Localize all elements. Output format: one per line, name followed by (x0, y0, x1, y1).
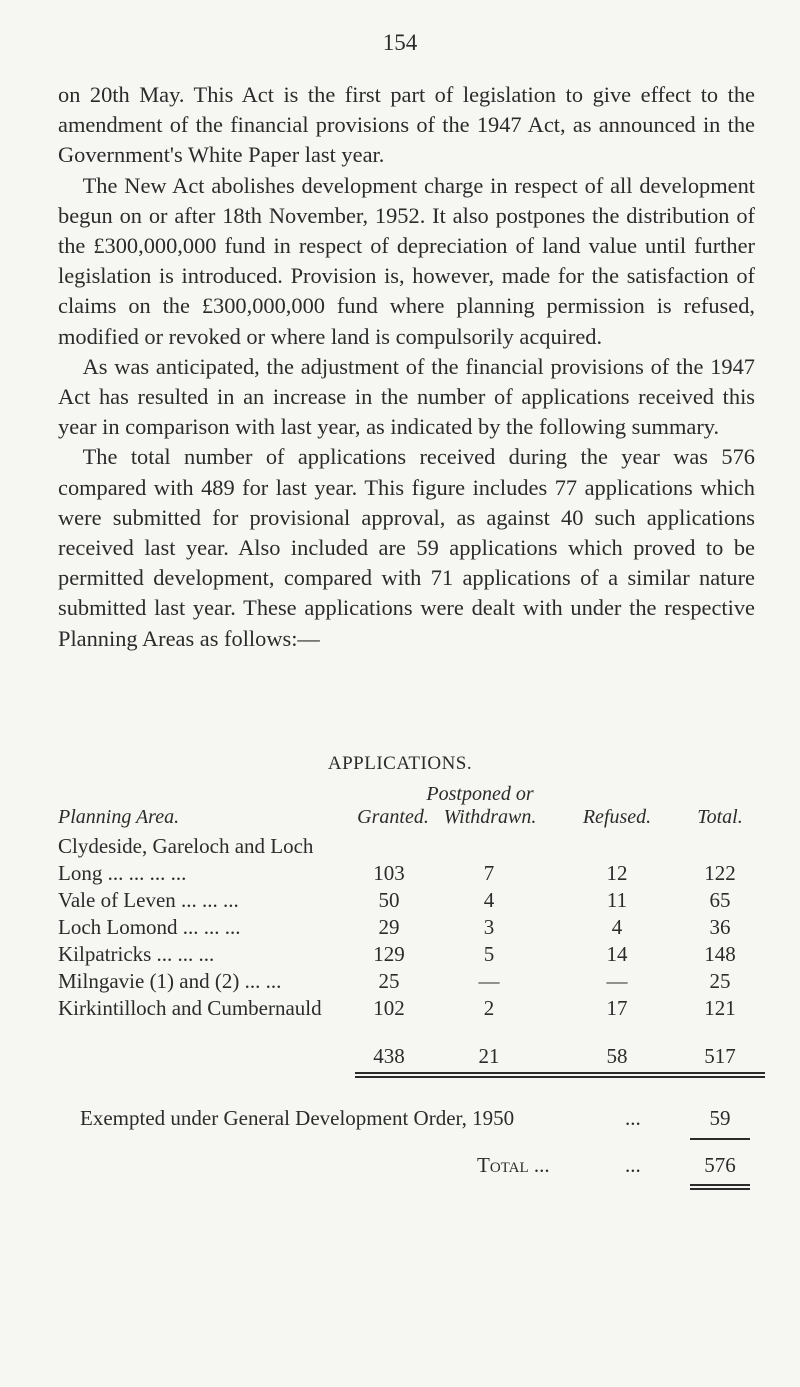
cell-total: 148 (704, 942, 736, 966)
row-area: Loch Lomond ... ... ... (58, 915, 241, 939)
paragraph-1: on 20th May. This Act is the first part of legislation to give effect to the amendment of the financial provisions of the 1947 Act, as announced in the Government's White Paper last year. (58, 82, 755, 168)
row-area: Kirkintilloch and Cumbernauld (58, 996, 322, 1020)
cell-refused: 17 (606, 996, 628, 1020)
col-refused: Refused. (582, 806, 652, 828)
row-area: Long ... ... ... ... (58, 861, 187, 885)
grand-total-underline-lower (690, 1188, 750, 1190)
cell-refused: 12 (606, 861, 628, 885)
cell-granted: 129 (373, 942, 405, 966)
paragraph-3: As was anticipated, the adjustment of the financial provisions of the 1947 Act has resulted in an increase in the number of applications received this year in comparison with last year, as indicated by the following summary. (58, 353, 755, 440)
cell-refused: 14 (606, 942, 628, 966)
col-total: Total. (697, 806, 743, 828)
col-withdrawn: Withdrawn. (443, 806, 537, 828)
cell-granted: 29 (378, 915, 400, 939)
grand-total-rule (690, 1138, 750, 1140)
cell-total: 25 (709, 969, 731, 993)
total-granted: 438 (373, 1044, 405, 1068)
grand-total-underline-upper (690, 1184, 750, 1186)
page-number: 154 (382, 30, 418, 55)
row-area: Vale of Leven ... ... ... (58, 888, 239, 912)
table-heading: APPLICATIONS. (327, 753, 473, 774)
totals-rule-lower (355, 1076, 765, 1078)
cell-total: 36 (709, 915, 731, 939)
cell-postponed: 3 (483, 915, 495, 939)
grand-total-label: Total ... (477, 1153, 550, 1177)
cell-refused: 11 (606, 888, 628, 912)
total-total: 517 (704, 1044, 736, 1068)
exempted-label: Exempted under General Development Order, 1950 (80, 1106, 515, 1130)
cell-granted: 50 (378, 888, 400, 912)
cell-postponed: 4 (483, 888, 495, 912)
cell-granted: 102 (373, 996, 405, 1020)
cell-refused: 4 (611, 915, 623, 939)
cell-postponed: 7 (483, 861, 495, 885)
cell-postponed: 5 (483, 942, 495, 966)
grand-total-value: 576 (704, 1153, 736, 1177)
paragraph-4: The total number of applications received during the year was 576 compared with 489 for last year. This figure includes 77 applications which were submitted for provisional approval, as against 40 such applications received last year. Also included are 59 applications which proved to be permitted development, compared with 71 applications of a similar nature submitted last year. These applications were dealt with under the respective Planning Areas as follows:— (58, 444, 755, 651)
row-area-line1: Clydeside, Gareloch and Loch (58, 834, 314, 858)
cell-postponed: — (478, 969, 500, 993)
exempted-dots: ... (625, 1106, 641, 1130)
row-area: Milngavie (1) and (2) ... ... (58, 969, 282, 993)
col-postponed-top: Postponed or (426, 783, 534, 805)
row-area: Kilpatricks ... ... ... (58, 942, 215, 966)
cell-postponed: 2 (483, 996, 495, 1020)
totals-rule-upper (355, 1072, 765, 1074)
cell-granted: 103 (373, 861, 405, 885)
cell-total: 122 (704, 861, 736, 885)
total-refused: 58 (606, 1044, 628, 1068)
cell-total: 65 (709, 888, 731, 912)
cell-granted: 25 (378, 969, 400, 993)
exempted-value: 59 (709, 1106, 731, 1130)
col-granted: Granted. (357, 806, 429, 828)
col-planning-area: Planning Area. (58, 806, 180, 828)
paragraph-2: The New Act abolishes development charge in respect of all development begun on or after 18th November, 1952. It also postpones the distribution of the £300,000,000 fund in respect of depreciation of land value until further legislation is introduced. Provision is, however, made for the satisfaction of claims on the £300,000,000 fund where planning permission is refused, modified or revoked or where land is compulsorily acquired. (58, 172, 755, 349)
grand-total-dots: ... (625, 1153, 641, 1177)
cell-refused: — (606, 969, 628, 993)
body-text (58, 80, 755, 654)
total-postponed: 21 (478, 1044, 500, 1068)
cell-total: 121 (704, 996, 736, 1020)
